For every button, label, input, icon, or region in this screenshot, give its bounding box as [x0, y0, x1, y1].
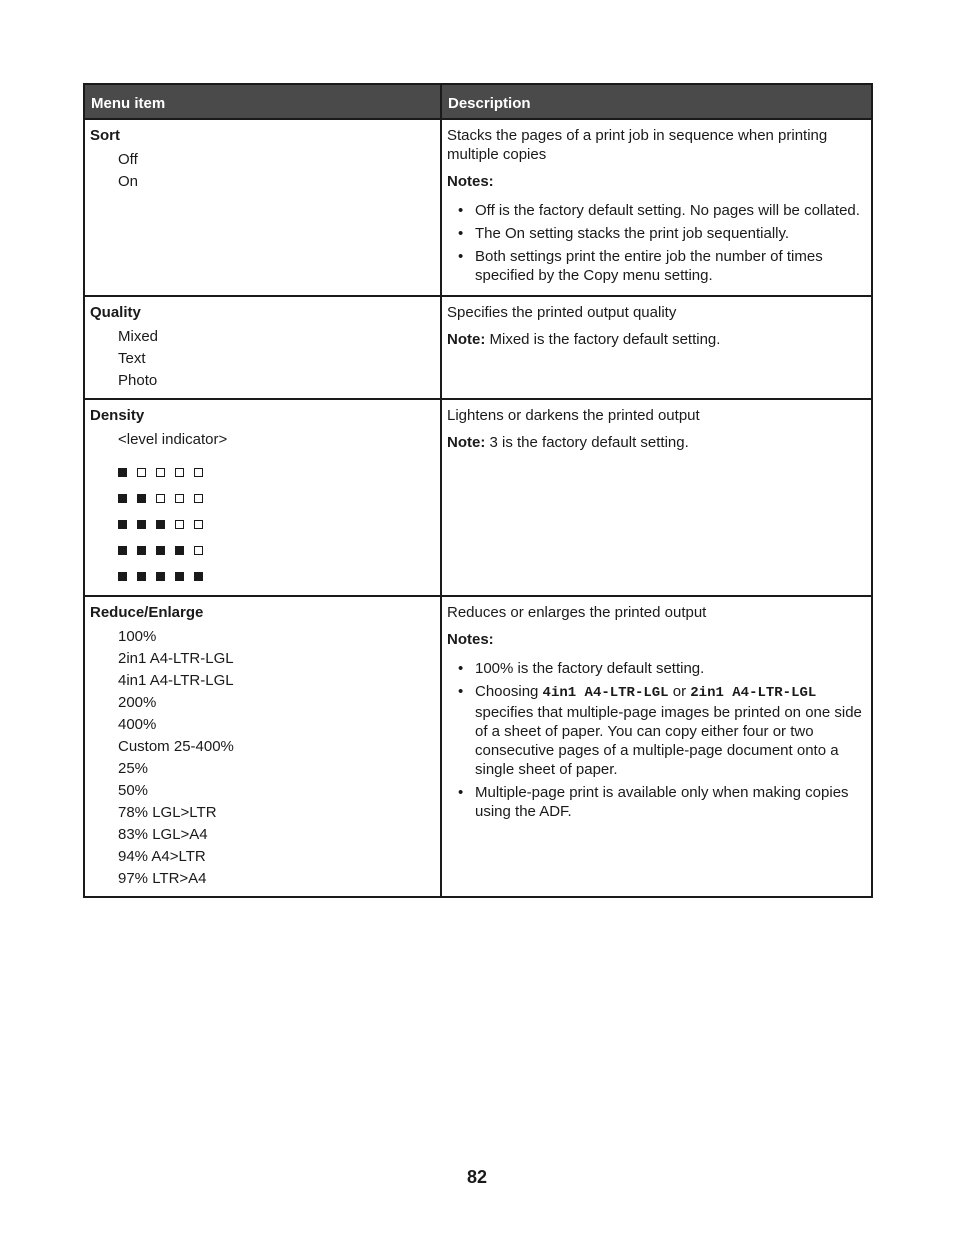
bullet-icon: • — [458, 683, 464, 700]
filled-square-icon — [137, 572, 146, 581]
description-cell-density — [441, 399, 872, 596]
note-text: Choosing — [475, 683, 543, 700]
menu-option: 2in1 A4-LTR-LGL — [118, 650, 234, 667]
filled-square-icon — [156, 520, 165, 529]
filled-square-icon — [118, 572, 127, 581]
menu-option: On — [118, 173, 139, 190]
bullet-icon: • — [458, 248, 464, 265]
level-indicator-list — [90, 459, 435, 589]
level-indicator-row — [118, 537, 435, 563]
filled-square-icon — [118, 468, 127, 477]
description-text: Reduces or enlarges the printed output — [447, 604, 707, 621]
note-label: Note: — [447, 331, 486, 348]
page-number: 82 — [466, 1167, 488, 1187]
note-text: The On setting stacks the print job sequentially. — [475, 225, 790, 242]
note-item — [447, 682, 866, 779]
menu-cell-density — [84, 399, 441, 596]
filled-square-icon — [156, 546, 165, 555]
menu-option: <level indicator> — [118, 431, 228, 448]
menu-option: 4in1 A4-LTR-LGL — [118, 672, 234, 689]
note-item — [447, 224, 866, 243]
note-item — [447, 783, 866, 821]
menu-option: 100% — [118, 628, 157, 645]
level-indicator-row — [118, 459, 435, 485]
bullet-icon: • — [458, 660, 464, 677]
code-text: 4in1 A4-LTR-LGL — [542, 685, 669, 701]
description-cell-quality — [441, 296, 872, 399]
filled-square-icon — [137, 546, 146, 555]
menu-cell-quality — [84, 296, 441, 399]
menu-cell-reduce-enlarge — [84, 596, 441, 897]
notes-label: Notes: — [447, 631, 494, 648]
filled-square-icon — [137, 494, 146, 503]
notes-list — [447, 201, 866, 285]
table-row-reduce-enlarge — [84, 596, 872, 897]
note-text: Off is the factory default setting. No pages will be collated. — [475, 202, 860, 219]
menu-option: 83% LGL>A4 — [118, 826, 208, 843]
notes-label: Notes: — [447, 173, 494, 190]
menu-option: Text — [118, 350, 146, 367]
empty-square-icon — [175, 520, 184, 529]
bullet-icon: • — [458, 202, 464, 219]
note-line — [447, 330, 866, 349]
menu-option: Off — [118, 151, 138, 168]
settings-table — [83, 83, 873, 898]
menu-option: 94% A4>LTR — [118, 848, 206, 865]
note-text: Mixed is the factory default setting. — [485, 331, 721, 348]
note-text: 100% is the factory default setting. — [475, 660, 705, 677]
level-indicator-row — [118, 485, 435, 511]
empty-square-icon — [137, 468, 146, 477]
description-text: Specifies the printed output quality — [447, 304, 677, 321]
header-menu-item: Menu item — [84, 84, 441, 119]
description-cell-sort — [441, 119, 872, 296]
note-item — [447, 659, 866, 678]
filled-square-icon — [175, 572, 184, 581]
note-text: Both settings print the entire job the number of times specified by the Copy menu setting. — [475, 248, 823, 284]
menu-item-title: Density — [90, 407, 145, 424]
empty-square-icon — [194, 468, 203, 477]
empty-square-icon — [175, 494, 184, 503]
empty-square-icon — [156, 494, 165, 503]
note-text: or — [668, 683, 691, 700]
notes-list — [447, 659, 866, 821]
table-row-quality — [84, 296, 872, 399]
menu-option: 25% — [118, 760, 149, 777]
level-indicator-row — [118, 511, 435, 537]
header-description: Description — [441, 84, 872, 119]
code-text: 2in1 A4-LTR-LGL — [690, 685, 817, 701]
filled-square-icon — [118, 494, 127, 503]
menu-cell-sort — [84, 119, 441, 296]
menu-item-title: Quality — [90, 304, 141, 321]
menu-options-list — [90, 626, 435, 890]
filled-square-icon — [118, 520, 127, 529]
filled-square-icon — [118, 546, 127, 555]
description-text: Lightens or darkens the printed output — [447, 407, 700, 424]
bullet-icon: • — [458, 784, 464, 801]
empty-square-icon — [156, 468, 165, 477]
menu-option: Mixed — [118, 328, 159, 345]
level-indicator-row — [118, 563, 435, 589]
menu-item-title: Reduce/Enlarge — [90, 604, 204, 621]
filled-square-icon — [175, 546, 184, 555]
bullet-icon: • — [458, 225, 464, 242]
table-header-row — [84, 84, 872, 119]
menu-option: Photo — [118, 372, 158, 389]
menu-item-title: Sort — [90, 127, 120, 144]
description-cell-reduce-enlarge — [441, 596, 872, 897]
filled-square-icon — [137, 520, 146, 529]
filled-square-icon — [156, 572, 165, 581]
note-text: Multiple-page print is available only when making copies using the ADF. — [475, 784, 849, 820]
table-row-sort — [84, 119, 872, 296]
description-text: Stacks the pages of a print job in sequence when printing multiple copies — [447, 127, 828, 163]
empty-square-icon — [194, 546, 203, 555]
note-item — [447, 247, 866, 285]
empty-square-icon — [194, 520, 203, 529]
note-text: specifies that multiple-page images be printed on one side of a sheet of paper. You can copy either four or two consecutive pages of a multiple-page document onto a single sheet of paper. — [475, 704, 862, 778]
table-row-density — [84, 399, 872, 596]
menu-option: 78% LGL>LTR — [118, 804, 217, 821]
note-item — [447, 201, 866, 220]
menu-option: 50% — [118, 782, 149, 799]
note-line — [447, 433, 866, 452]
note-text: 3 is the factory default setting. — [485, 434, 689, 451]
note-label: Note: — [447, 434, 486, 451]
menu-option: Custom 25-400% — [118, 738, 234, 755]
menu-option: 97% LTR>A4 — [118, 870, 207, 887]
empty-square-icon — [175, 468, 184, 477]
filled-square-icon — [194, 572, 203, 581]
menu-option: 200% — [118, 694, 157, 711]
empty-square-icon — [194, 494, 203, 503]
menu-option: 400% — [118, 716, 157, 733]
